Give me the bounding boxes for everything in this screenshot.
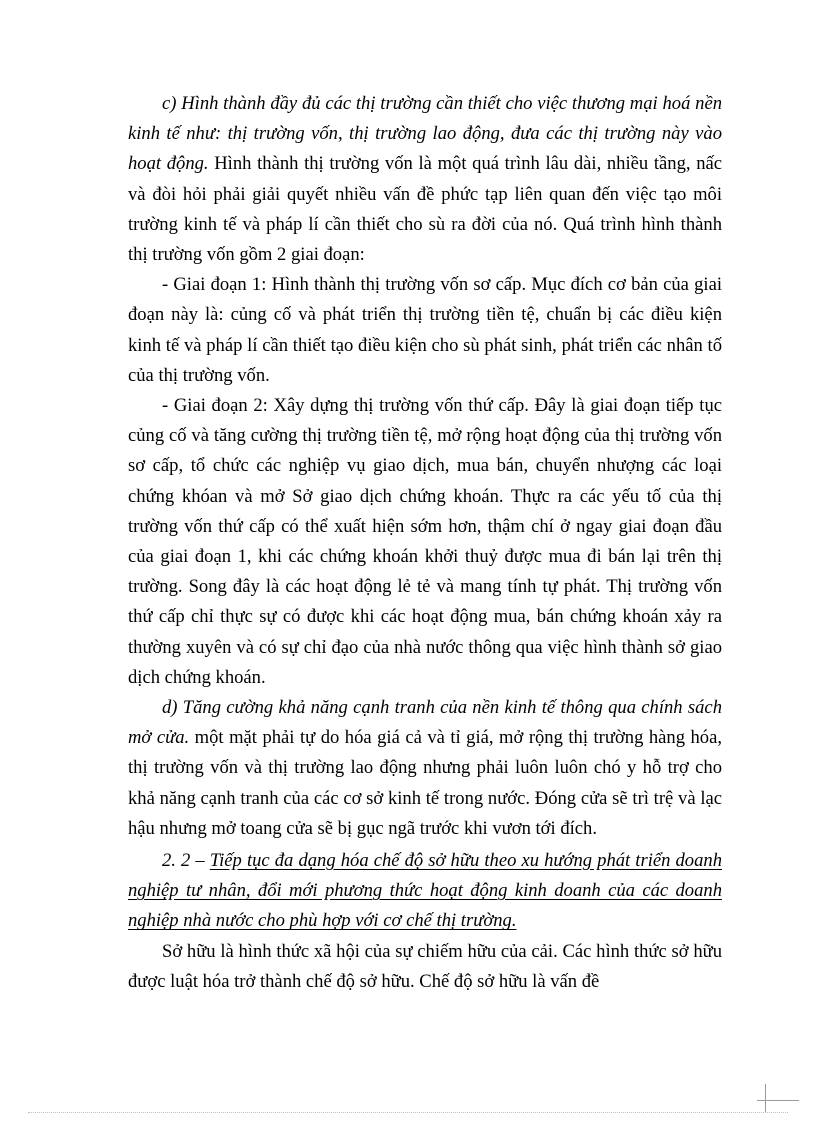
section-heading-number: 2. 2 – — [162, 850, 205, 872]
paragraph-market-formation — [128, 89, 722, 270]
paragraph-ownership — [128, 937, 722, 997]
paragraph-text: - Giai đoạn 2: Xây dựng thị trường vốn thứ cấp. Đây là giai đoạn tiếp tục củng cố và tăng cường thị trường tiền tệ, mở rộng hoạt động của thị trường vốn sơ cấp, tổ chức các nghiệp vụ giao dịch, mua bán, chuyển nhượng các loại chứng khóan và mở Sở giao dịch chứng khoán. Thực ra các yếu tố của thị trường vốn thứ cấp có thể xuất hiện sớm hơn, thậm chí ở ngay giai đoạn đầu của giai đoạn 1, khi các chứng khoán khởi thuỷ được mua đi bán lại trên thị trường. Song đây là các hoạt động lẻ tẻ và mang tính tự phát. Thị trường vốn thứ cấp chỉ thực sự có được khi các hoạt động mua, bán chứng khoán xảy ra thường xuyên và có sự chỉ đạo của nhà nước thông qua việc hình thành sở giao dịch chứng khoán. — [128, 395, 722, 688]
paragraph-competitiveness — [128, 693, 722, 844]
page-corner-mark-horizontal — [757, 1100, 799, 1101]
page-corner-mark-vertical — [765, 1084, 766, 1112]
paragraph-italic-lead: c) Hình thành đầy đủ các thị trường cần thiết cho việc thương mại hoá nền kinh tế như: thị trường vốn, thị trường lao động, đưa các thị trường này vào hoạt động. — [128, 93, 722, 175]
section-heading — [128, 846, 722, 937]
paragraph-text: Hình thành thị trường vốn là một quá trình lâu dài, nhiều tầng, nấc và đòi hỏi phải giải quyết nhiều vấn đề phức tạp liên quan đến việc tạo môi trường kinh tế và pháp lí cần thiết cho sù ra đời của nó. Quá trình hình thành thị trường vốn gồm 2 giai đoạn: — [128, 153, 723, 266]
paragraph-stage-2 — [128, 391, 722, 693]
document-body — [128, 89, 722, 997]
page-bottom-rule — [28, 1112, 788, 1113]
paragraph-text: - Giai đoạn 1: Hình thành thị trường vốn sơ cấp. Mục đích cơ bản của giai đoạn này là: củng cố và phát triển thị trường tiền tệ, chuẩn bị các điều kiện kinh tế và pháp lí cần thiết tạo điều kiện cho sù phát sinh, phát triển các nhân tố của thị trường vốn. — [128, 274, 722, 386]
paragraph-stage-1 — [128, 270, 722, 391]
paragraph-text: một mặt phải tự do hóa giá cả và tỉ giá, mở rộng thị trường hàng hóa, thị trường vốn và thị trường lao động nhưng phải luôn luôn chó y hỗ trợ cho khả năng cạnh tranh của các cơ sở kinh tế trong nước. Đóng cửa sẽ trì trệ và lạc hậu nhưng mở toang cửa sẽ bị gục ngã trước khi vươn tới đích. — [128, 727, 722, 839]
paragraph-text: Sở hữu là hình thức xã hội của sự chiếm hữu của cải. Các hình thức sở hữu được luật hóa trở thành chế độ sở hữu. Chế độ sở hữu là vấn đề — [128, 940, 722, 992]
section-heading-title: Tiếp tục đa dạng hóa chế độ sở hữu theo xu hướng phát triển doanh nghiệp tư nhân, đổi mới phương thức hoạt động kinh doanh của các doanh nghiệp nhà nước cho phù hợp với cơ chế thị trường. — [128, 850, 722, 932]
paragraph-italic-lead: d) Tăng cường khả năng cạnh tranh của nền kinh tế thông qua chính sách mở cửa. — [128, 697, 722, 749]
